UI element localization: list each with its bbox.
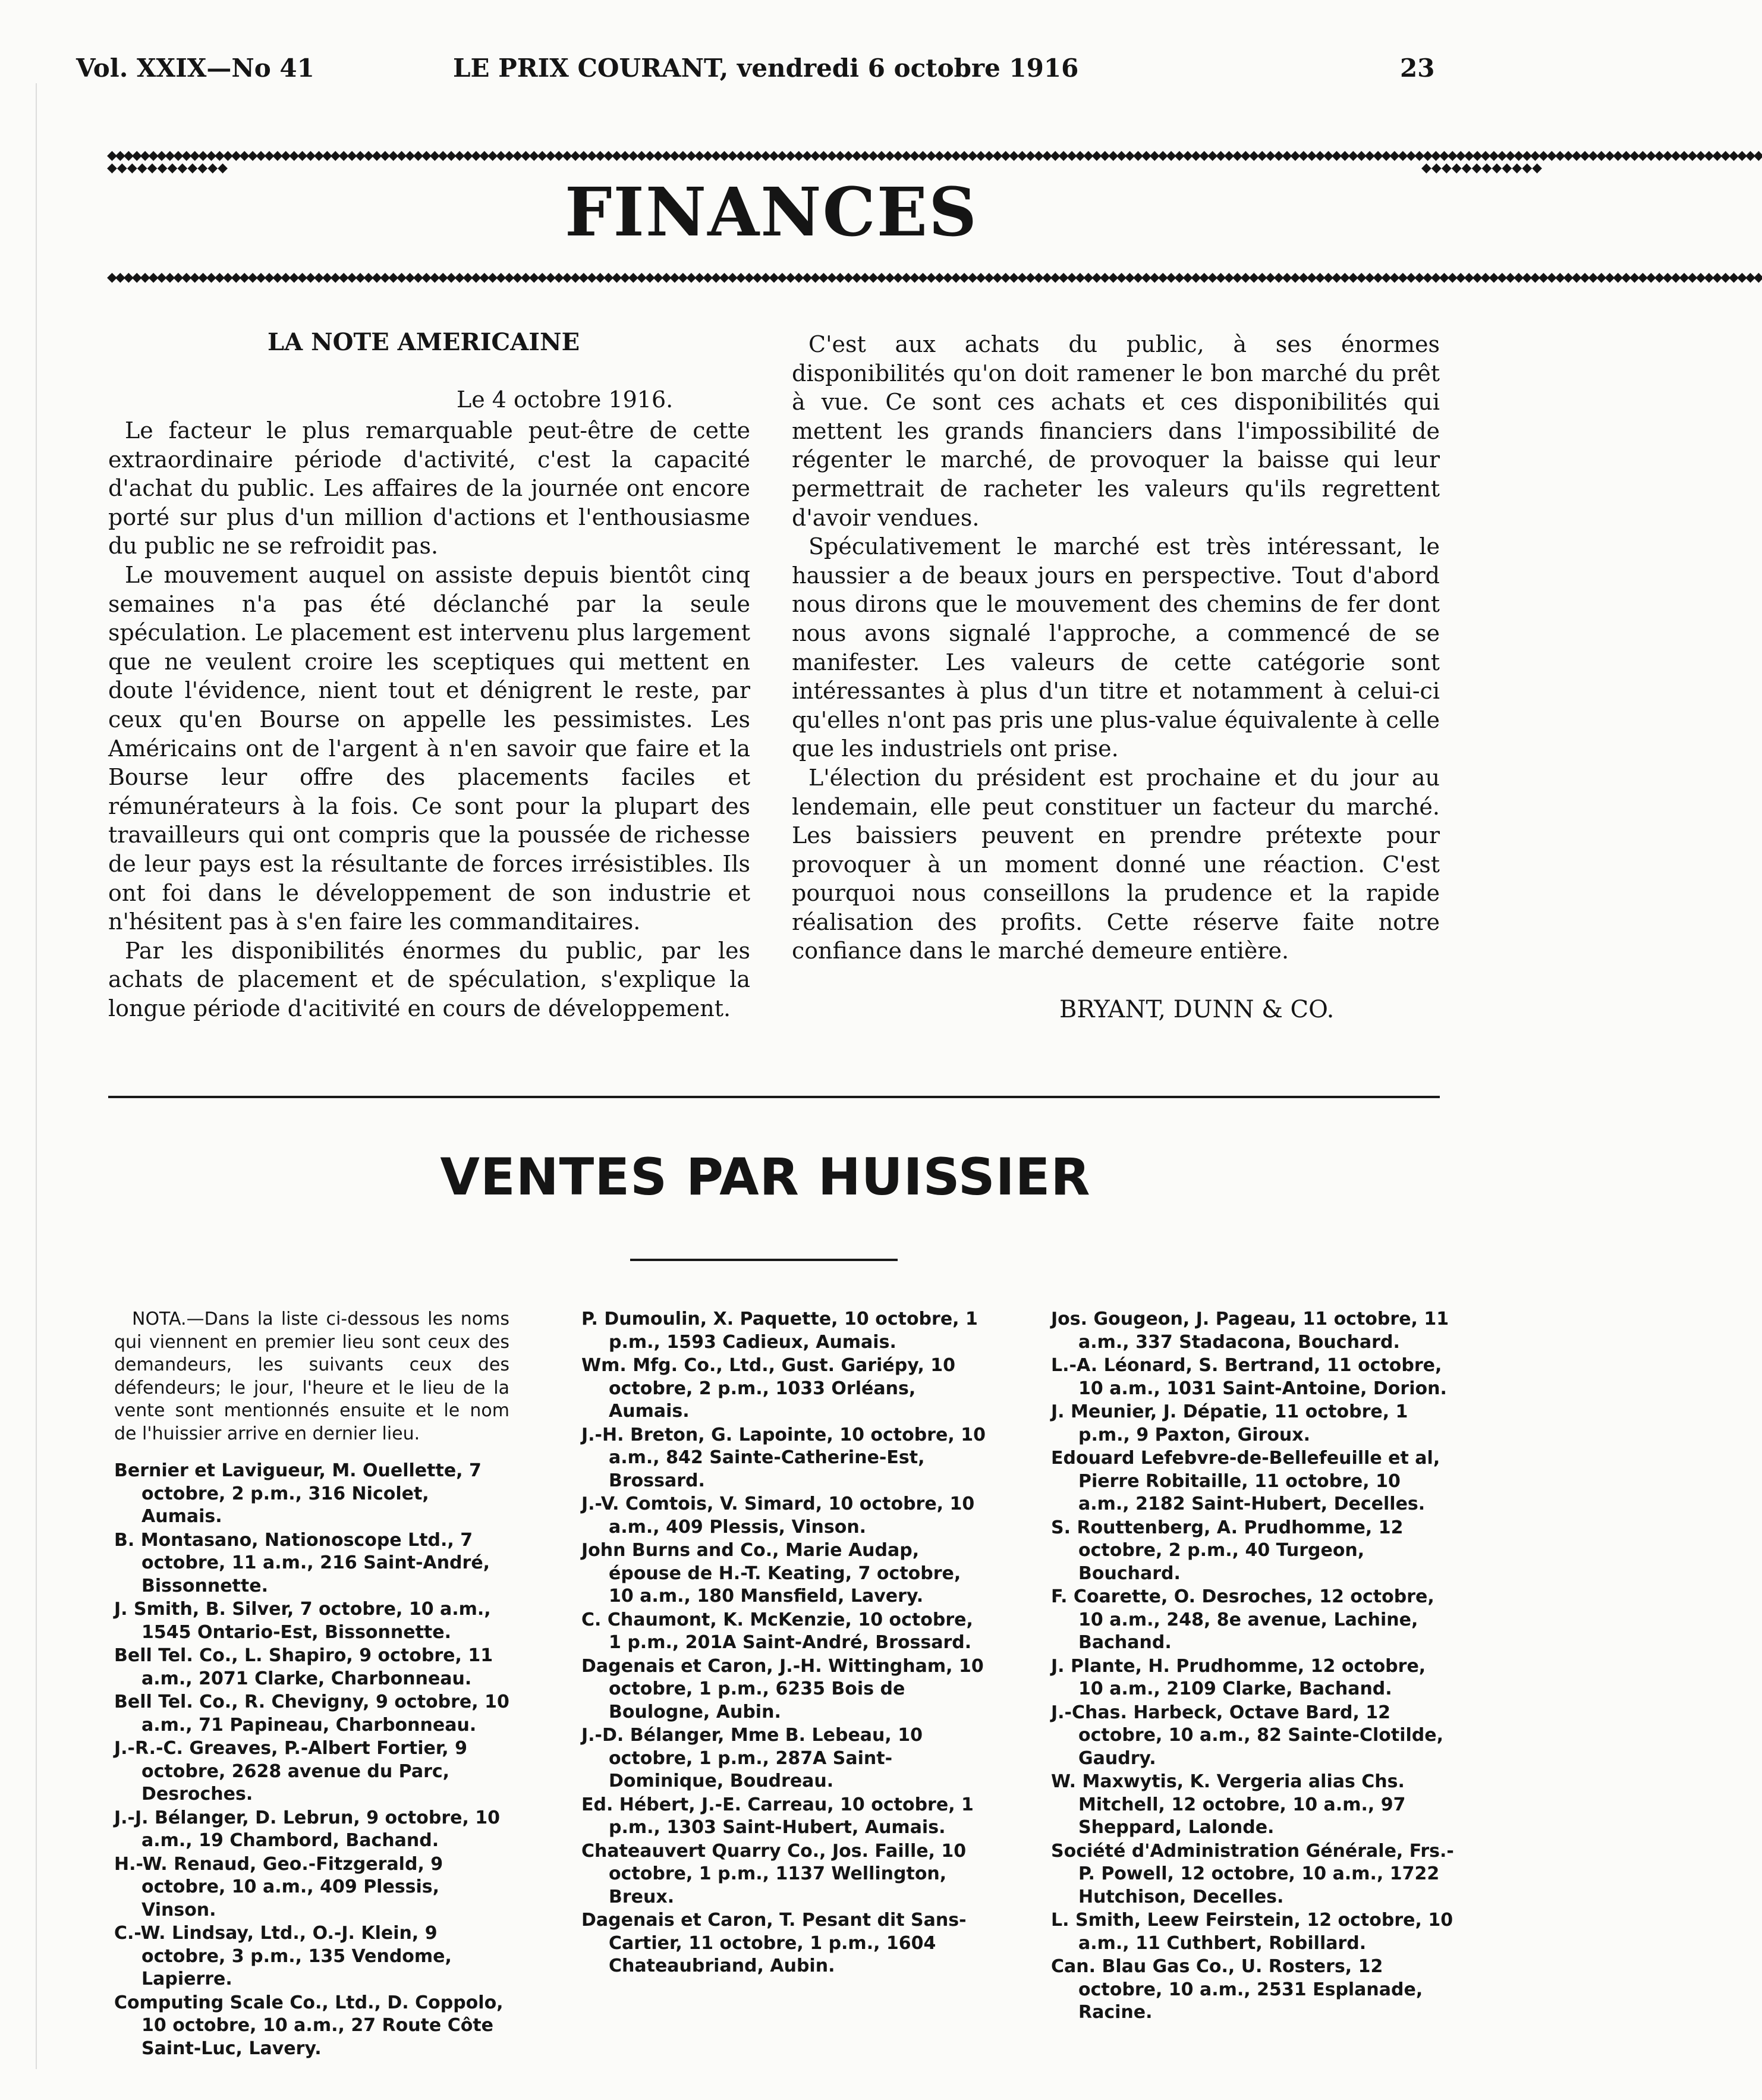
list-item: Can. Blau Gas Co., U. Rosters, 12 octobre, 10 a.m., 2531 Esplanade, Racine.	[1051, 1956, 1423, 2023]
list-item: Dagenais et Caron, J.-H. Wittingham, 10 octobre, 1 p.m., 6235 Bois de Boulogne, Aubin.	[581, 1655, 984, 1722]
ornament-border-bottom: ◆◆◆◆◆◆◆◆◆◆◆◆◆◆◆◆◆◆◆◆◆◆◆◆◆◆◆◆◆◆◆◆◆◆◆◆◆◆◆◆◆◆◆◆◆◆◆◆◆◆◆◆◆◆◆◆◆◆◆◆◆◆◆◆◆◆◆◆◆◆◆◆◆◆◆◆◆◆◆◆◆◆◆◆◆◆◆◆◆◆◆◆◆◆◆◆◆◆◆◆◆◆◆◆◆◆◆◆◆◆◆◆◆◆◆◆◆◆◆◆◆◆◆◆◆◆◆◆◆◆◆◆◆◆◆◆◆◆◆◆◆◆◆◆◆◆◆◆◆◆◆◆◆◆◆◆◆◆◆◆◆◆◆◆◆◆◆◆◆◆◆◆◆◆◆◆◆◆◆◆◆◆◆◆◆◆◆◆◆◆◆◆◆◆◆◆◆◆◆◆	[107, 270, 1762, 285]
article-paragraph: L'élection du président est prochaine et du jour au lendemain, elle peut constituer un facteur du marché. Les baissiers peuvent en prendre prétexte pour provoquer à un moment donné une réaction. C'est pourquoi nous conseillons la prudence et la rapide réalisation des profits. Cette réserve faite notre confiance dans le marché demeure entière.	[792, 764, 1440, 964]
article-column-right	[792, 330, 1440, 966]
list-item: John Burns and Co., Marie Audap, épouse de H.-T. Keating, 7 octobre, 10 a.m., 180 Mansfield, Lavery.	[581, 1540, 961, 1607]
page-margin-line	[36, 83, 37, 2069]
ventes-column-3	[1051, 1308, 1455, 2025]
article-paragraph: Par les disponibilités énormes du public, par les achats de placement et de spéculation, s'explique la longue période d'acitivité en cours de développement.	[108, 937, 750, 1021]
list-item: Société d'Administration Générale, Frs.-P. Powell, 12 octobre, 10 a.m., 1722 Hutchison, Decelles.	[1051, 1840, 1454, 1907]
volume-number: Vol. XXIX—No 41	[76, 54, 314, 83]
list-item: Computing Scale Co., Ltd., D. Coppolo, 10 octobre, 10 a.m., 27 Route Côte Saint-Luc, Lavery.	[114, 1992, 504, 2059]
article-dateline: Le 4 octobre 1916.	[457, 386, 674, 413]
article-column-left	[108, 416, 750, 1023]
section-title-ventes: VENTES PAR HUISSIER	[440, 1148, 1091, 1207]
article-paragraph: Spéculativement le marché est très intéressant, le haussier a de beaux jours en perspective. Tout d'abord nous dirons que le mouvement des chemins de fer dont nous avons signalé l'approche, a commencé de se manifester. Les valeurs de cette catégorie sont intéressantes à plus d'un titre et notamment à celui-ci qu'elles n'ont pas pris une plus-value équivalente à celle que les industriels ont prise.	[792, 533, 1440, 762]
list-item: Wm. Mfg. Co., Ltd., Gust. Gariépy, 10 octobre, 2 p.m., 1033 Orléans, Aumais.	[581, 1355, 956, 1422]
list-item: J. Meunier, J. Dépatie, 11 octobre, 1 p.m., 9 Paxton, Giroux.	[1051, 1401, 1408, 1445]
list-item: J.-V. Comtois, V. Simard, 10 octobre, 10 a.m., 409 Plessis, Vinson.	[581, 1494, 975, 1538]
list-item: Chateauvert Quarry Co., Jos. Faille, 10 octobre, 1 p.m., 1137 Wellington, Breux.	[581, 1840, 967, 1907]
article-paragraph: C'est aux achats du public, à ses énormes disponibilités qu'on doit ramener le bon marché du prêt à vue. Ce sont ces achats et ces disponibilités qui mettent les grands financiers dans l'impossibilité de régenter le marché, de provoquer la baisse qui leur permettrait de racheter les valeurs qu'ils regrettent d'avoir vendues.	[792, 331, 1440, 531]
section-title-finances: FINANCES	[565, 174, 978, 252]
list-item: F. Coarette, O. Desroches, 12 octobre, 10 a.m., 248, 8e avenue, Lachine, Bachand.	[1051, 1586, 1434, 1653]
list-item: J.-H. Breton, G. Lapointe, 10 octobre, 10 a.m., 842 Sainte-Catherine-Est, Brossard.	[581, 1424, 986, 1491]
list-item: W. Maxwytis, K. Vergeria alias Chs. Mitchell, 12 octobre, 10 a.m., 97 Sheppard, Lalonde.	[1051, 1771, 1406, 1838]
title-underline	[630, 1259, 898, 1261]
article-paragraph: Le mouvement auquel on assiste depuis bientôt cinq semaines n'a pas été déclanché par la seule spéculation. Le placement est intervenu plus largement que ne veulent croire les sceptiques qui mettent en doute l'évidence, nient tout et dénigrent le reste, par ceux qu'en Bourse on appelle les pessimistes. Les Américains ont de l'argent à n'en savoir que faire et la Bourse leur offre des placements faciles et rémunérateurs à la fois. Ce sont pour la plupart des travailleurs qui ont compris que la poussée de richesse de leur pays est la résultante de forces irrésistibles. Ils ont foi dans le développement de son industrie et n'hésitent pas à s'en faire les commanditaires.	[108, 561, 750, 935]
list-item: Jos. Gougeon, J. Pageau, 11 octobre, 11 a.m., 337 Stadacona, Bouchard.	[1051, 1309, 1449, 1353]
list-item: Bell Tel. Co., R. Chevigny, 9 octobre, 10 a.m., 71 Papineau, Charbonneau.	[114, 1692, 509, 1736]
list-item: J. Plante, H. Prudhomme, 12 octobre, 10 a.m., 2109 Clarke, Bachand.	[1051, 1655, 1426, 1699]
list-item: Bernier et Lavigueur, M. Ouellette, 7 octobre, 2 p.m., 316 Nicolet, Aumais.	[114, 1460, 482, 1527]
section-divider	[108, 1096, 1440, 1098]
list-item: J.-D. Bélanger, Mme B. Lebeau, 10 octobre, 1 p.m., 287A Saint-Dominique, Boudreau.	[581, 1725, 923, 1791]
ornament-border-top: ◆◆◆◆◆◆◆◆◆◆◆◆◆◆◆◆◆◆◆◆◆◆◆◆◆◆◆◆◆◆◆◆◆◆◆◆◆◆◆◆◆◆◆◆◆◆◆◆◆◆◆◆◆◆◆◆◆◆◆◆◆◆◆◆◆◆◆◆◆◆◆◆◆◆◆◆◆◆◆◆◆◆◆◆◆◆◆◆◆◆◆◆◆◆◆◆◆◆◆◆◆◆◆◆◆◆◆◆◆◆◆◆◆◆◆◆◆◆◆◆◆◆◆◆◆◆◆◆◆◆◆◆◆◆◆◆◆◆◆◆◆◆◆◆◆◆◆◆◆◆◆◆◆◆◆◆◆◆◆◆◆◆◆◆◆◆◆◆◆◆◆◆◆◆◆◆◆◆◆◆◆◆◆◆◆◆◆◆◆◆◆◆◆◆◆◆◆◆◆◆	[107, 148, 1762, 163]
list-item: Bell Tel. Co., L. Shapiro, 9 octobre, 11 a.m., 2071 Clarke, Charbonneau.	[114, 1645, 493, 1689]
article-signature: BRYANT, DUNN & CO.	[1059, 996, 1335, 1023]
finances-banner	[107, 148, 1762, 285]
publication-title: LE PRIX COURANT, vendredi 6 octobre 1916	[453, 54, 1079, 83]
list-item: C.-W. Lindsay, Ltd., O.-J. Klein, 9 octobre, 3 p.m., 135 Vendome, Lapierre.	[114, 1923, 452, 1989]
list-item: L. Smith, Leew Feirstein, 12 octobre, 10 a.m., 11 Cuthbert, Robillard.	[1051, 1910, 1453, 1954]
list-item: H.-W. Renaud, Geo.-Fitzgerald, 9 octobre, 10 a.m., 409 Plessis, Vinson.	[114, 1853, 443, 1920]
article-paragraph: Le facteur le plus remarquable peut-être de cette extraordinaire période d'activité, c'est la capacité d'achat du public. Les affaires de la journée ont encore porté sur plus d'un million d'actions et l'enthousiasme du public ne se refroidit pas.	[108, 417, 750, 559]
list-item: J.-Chas. Harbeck, Octave Bard, 12 octobre, 10 a.m., 82 Sainte-Clotilde, Gaudry.	[1051, 1702, 1443, 1769]
list-item: J. Smith, B. Silver, 7 octobre, 10 a.m., 1545 Ontario-Est, Bissonnette.	[114, 1599, 491, 1643]
list-item: J.-J. Bélanger, D. Lebrun, 9 octobre, 10 a.m., 19 Chambord, Bachand.	[114, 1807, 501, 1851]
nota-note: NOTA.—Dans la liste ci-dessous les noms qui viennent en premier lieu sont ceux des demandeurs, les suivants ceux des défendeurs; le jour, l'heure et le lieu de la vente sont mentionnés ensuite et le nom de l'huissier arrive en dernier lieu.	[114, 1309, 509, 1444]
page-number: 23	[1400, 54, 1435, 83]
list-item: B. Montasano, Nationoscope Ltd., 7 octobre, 11 a.m., 216 Saint-André, Bissonnette.	[114, 1529, 490, 1596]
ventes-column-2	[581, 1308, 986, 1979]
list-item: P. Dumoulin, X. Paquette, 10 octobre, 1 p.m., 1593 Cadieux, Aumais.	[581, 1309, 978, 1353]
list-item: J.-R.-C. Greaves, P.-Albert Fortier, 9 octobre, 2628 avenue du Parc, Desroches.	[114, 1738, 467, 1805]
ornament-border-left: ◆◆◆◆◆◆◆◆◆◆◆◆	[107, 161, 228, 175]
ornament-border-right: ◆◆◆◆◆◆◆◆◆◆◆◆	[1421, 161, 1543, 175]
list-item: L.-A. Léonard, S. Bertrand, 11 octobre, 10 a.m., 1031 Saint-Antoine, Dorion.	[1051, 1355, 1447, 1399]
ventes-column-1	[114, 1308, 509, 2061]
list-item: Ed. Hébert, J.-E. Carreau, 10 octobre, 1 p.m., 1303 Saint-Hubert, Aumais.	[581, 1794, 974, 1838]
list-item: S. Routtenberg, A. Prudhomme, 12 octobre, 2 p.m., 40 Turgeon, Bouchard.	[1051, 1517, 1404, 1584]
list-item: C. Chaumont, K. McKenzie, 10 octobre, 1 p.m., 201A Saint-André, Brossard.	[581, 1609, 973, 1653]
article-title: LA NOTE AMERICAINE	[268, 328, 580, 356]
list-item: Edouard Lefebvre-de-Bellefeuille et al, Pierre Robitaille, 11 octobre, 10 a.m., 2182 Saint-Hubert, Decelles.	[1051, 1448, 1440, 1514]
list-item: Dagenais et Caron, T. Pesant dit Sans-Cartier, 11 octobre, 1 p.m., 1604 Chateaubriand, Aubin.	[581, 1910, 967, 1976]
